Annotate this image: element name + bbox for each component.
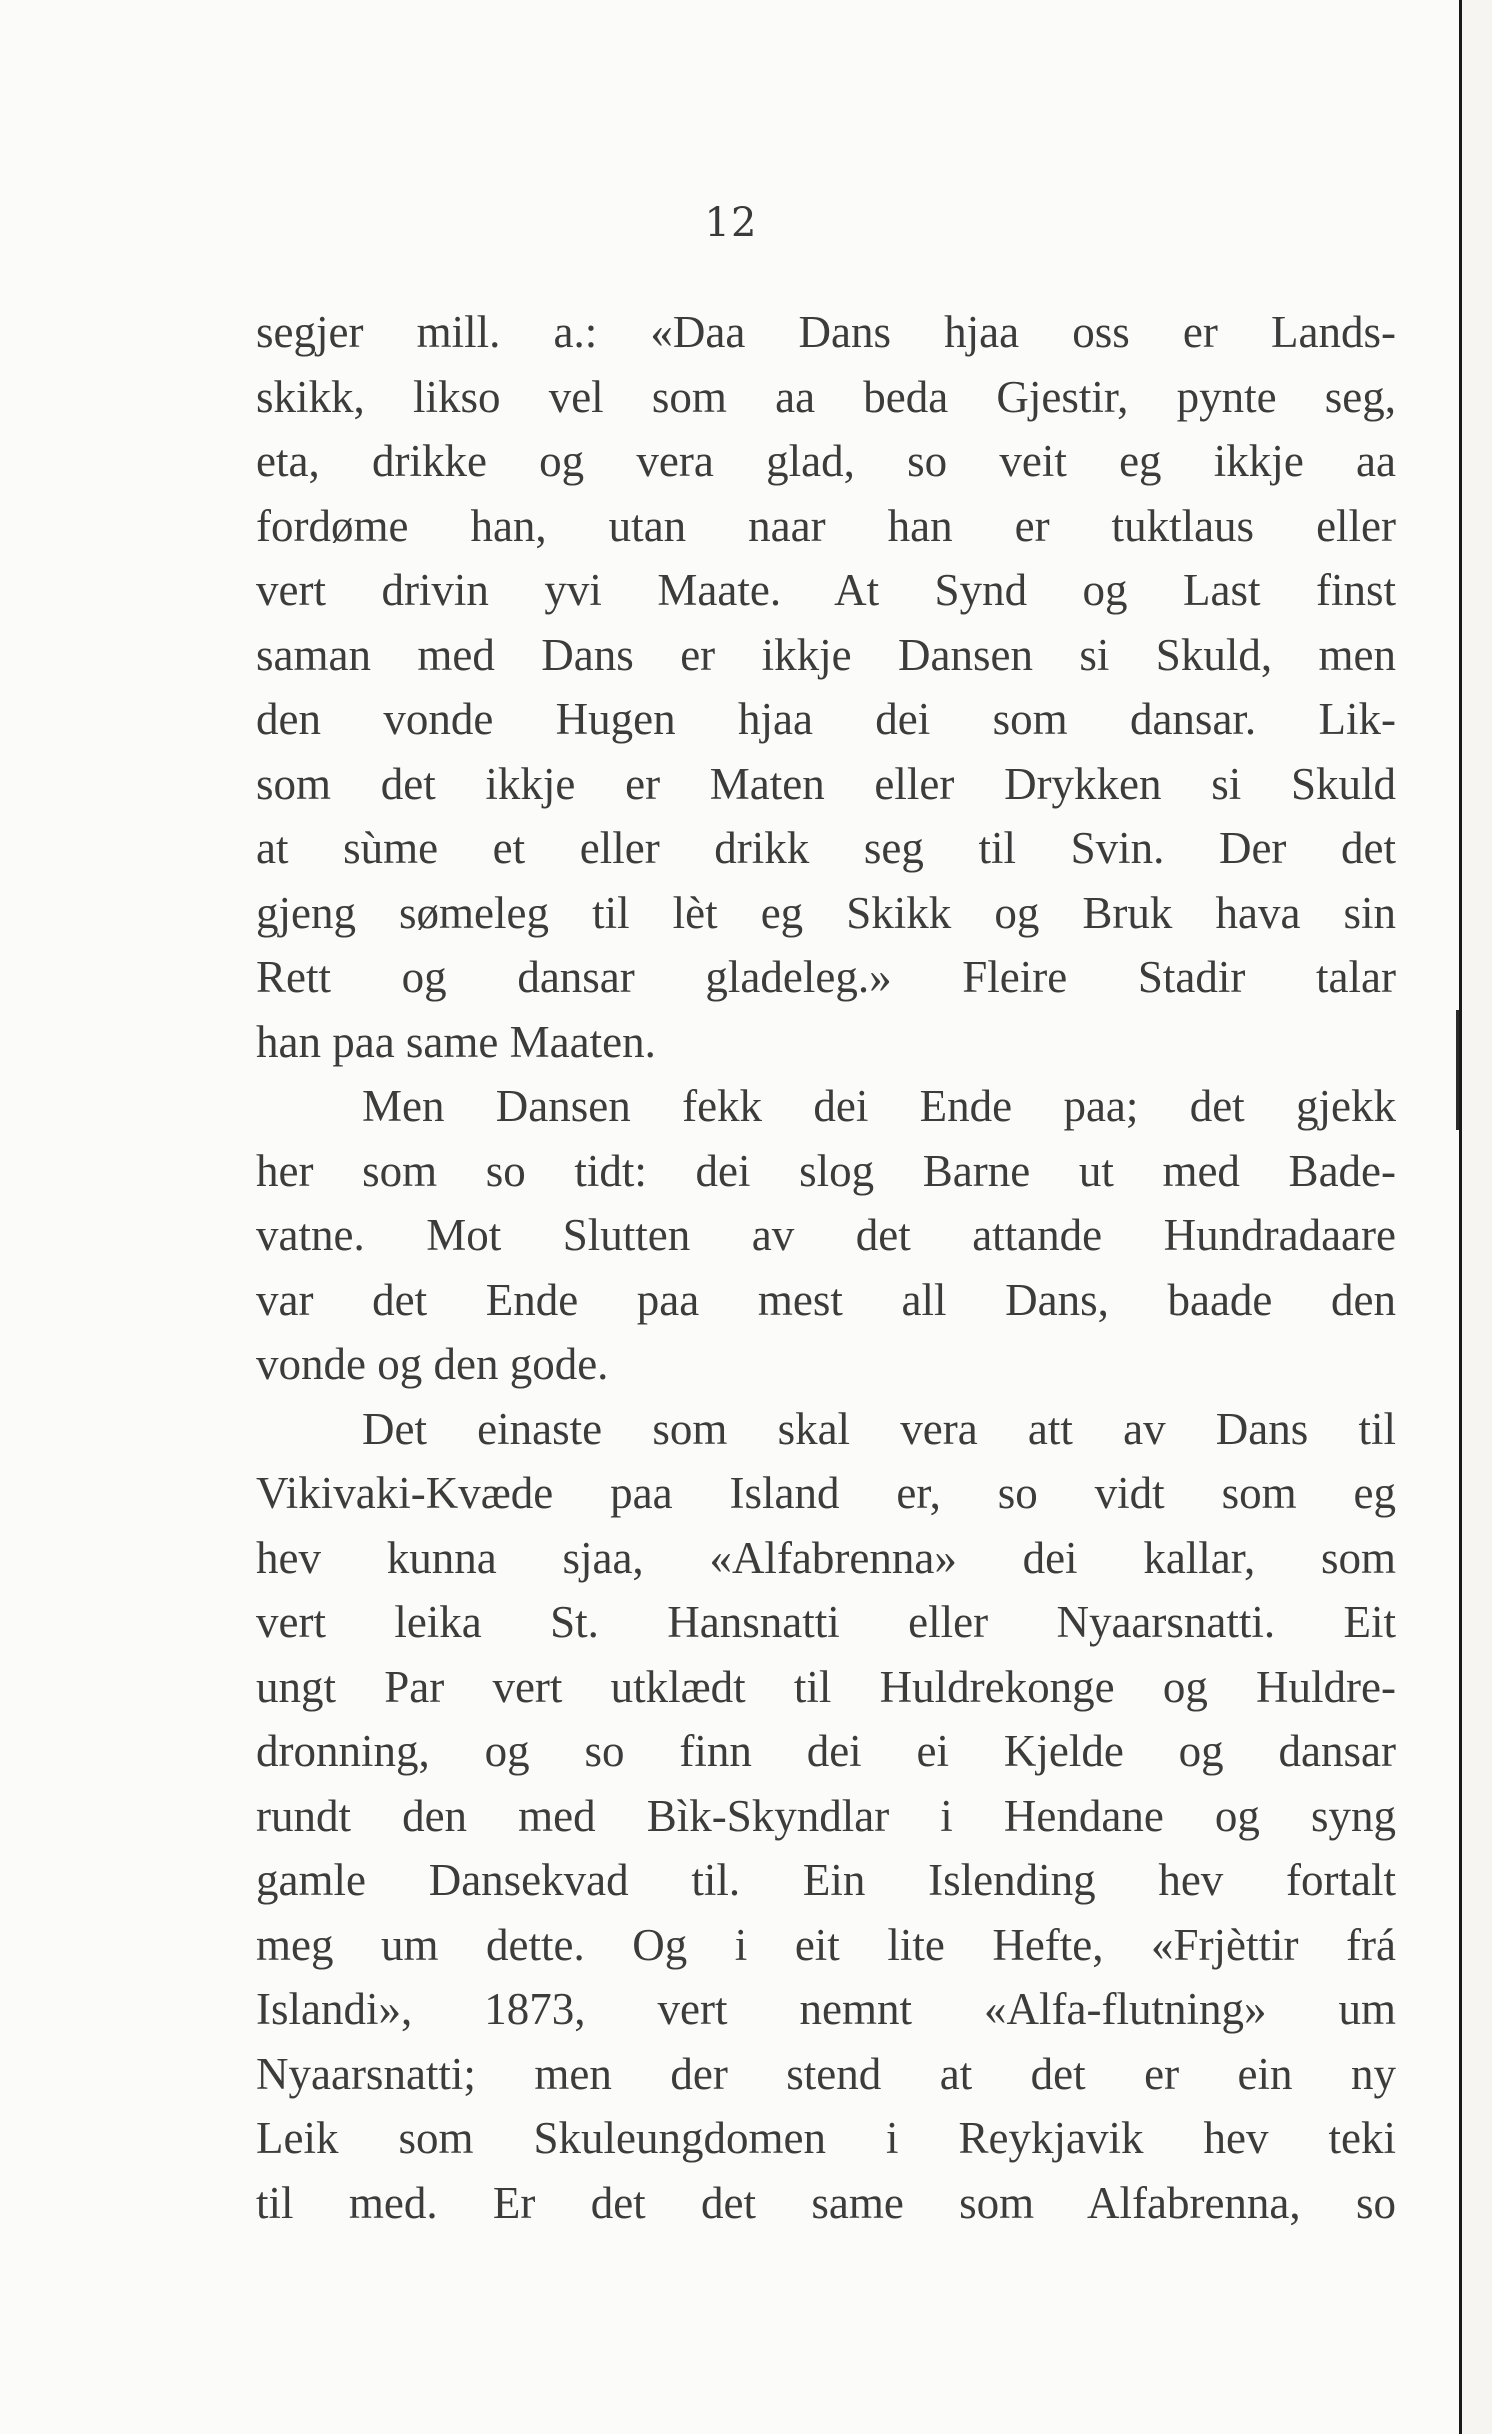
text-line: Vikivaki-Kvæde paa Island er, so vidt som eg [256,1468,1396,1518]
text-line: vert drivin yvi Maate. At Synd og Last finst [256,565,1396,615]
text-line: at sùme et eller drikk seg til Svin. Der det [256,823,1396,873]
text-line: her som so tidt: dei slog Barne ut med Bade- [256,1145,1396,1196]
text-line: Islandi», 1873, vert nemnt «Alfa-flutning» um [256,1984,1396,2034]
text-line: han paa same Maaten. [256,1016,656,1067]
text-line: Nyaarsnatti; men der stend at det er ein ny [256,2048,1396,2099]
text-line: rundt den med Bìk-Skyndlar i Hendane og syng [256,1790,1396,1841]
text-line: saman med Dans er ikkje Dansen si Skuld, men [256,629,1396,680]
text-line: ungt Par vert utklædt til Huldrekonge og Huldre- [256,1661,1396,1712]
text-line: gjeng sømeleg til lèt eg Skikk og Bruk hava sin [256,887,1396,938]
text-line: vatne. Mot Slutten av det attande Hundradaare [256,1210,1396,1260]
text-line: fordøme han, utan naar han er tuktlaus eller [256,500,1396,551]
page-number: 12 [704,200,758,246]
text-line: vonde og den gode. [256,1339,609,1389]
text-line: segjer mill. a.: «Daa Dans hjaa oss er Lands- [256,307,1396,357]
text-line: Men Dansen fekk dei Ende paa; det gjekk [362,1081,1396,1131]
text-line: meg um dette. Og i eit lite Hefte, «Frjèttir frá [256,1919,1396,1970]
text-line: vert leika St. Hansnatti eller Nyaarsnatti. Eit [256,1597,1396,1647]
text-line: skikk, likso vel som aa beda Gjestir, pynte seg, [256,371,1396,422]
text-line: Leik som Skuleungdomen i Reykjavik hev teki [256,2113,1396,2163]
text-line: Det einaste som skal vera att av Dans til [362,1403,1396,1454]
text-line: dronning, og so finn dei ei Kjelde og dansar [256,1726,1396,1776]
text-line: eta, drikke og vera glad, so veit eg ikkje aa [256,436,1396,486]
page-edge-mark [1456,1010,1459,1130]
body-text [256,300,1396,2235]
text-line: hev kunna sjaa, «Alfabrenna» dei kallar, som [256,1532,1396,1583]
text-line: den vonde Hugen hjaa dei som dansar. Lik- [256,694,1396,744]
text-line: som det ikkje er Maten eller Drykken si Skuld [256,758,1396,809]
text-line: var det Ende paa mest all Dans, baade den [256,1274,1396,1325]
text-line: gamle Dansekvad til. Ein Islending hev fortalt [256,1855,1396,1905]
text-line: til med. Er det det same som Alfabrenna, so [256,2177,1396,2228]
text-line: Rett og dansar gladeleg.» Fleire Stadir talar [256,952,1396,1002]
